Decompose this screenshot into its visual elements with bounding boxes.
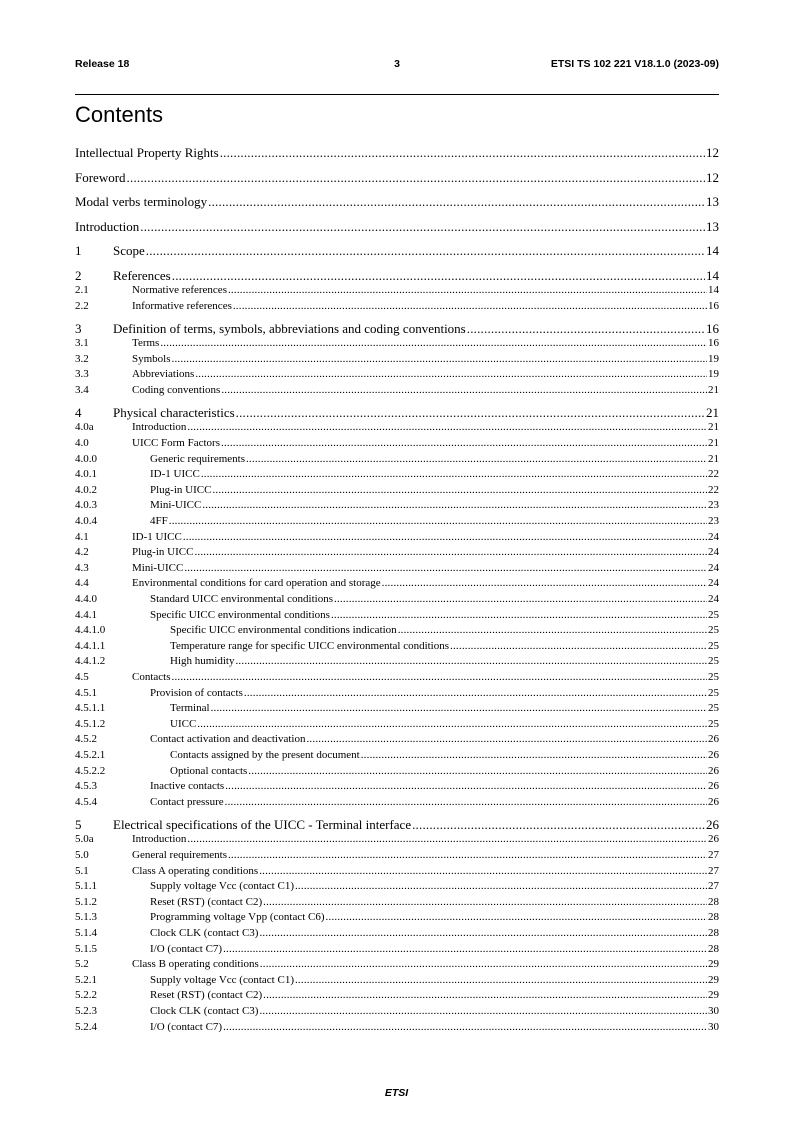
- toc-entry[interactable]: [75, 833, 719, 846]
- toc-entry-title: Contacts: [132, 671, 171, 683]
- toc-entry-number: 2.2: [75, 299, 89, 312]
- toc-entry-title: Class A operating conditions: [132, 864, 259, 877]
- toc-entry-page: 25: [708, 608, 719, 621]
- toc-entry-title: UICC: [170, 717, 197, 730]
- toc-entry-page: 13: [706, 218, 719, 234]
- toc-entry-title: Plug-in UICC: [132, 546, 194, 559]
- toc-entry[interactable]: [75, 145, 719, 161]
- toc-entry[interactable]: [75, 353, 719, 366]
- toc-entry-page: 16: [708, 299, 719, 312]
- toc-entry-number: 2: [75, 267, 82, 283]
- toc-entry-page: 13: [706, 194, 719, 209]
- toc-entry-page: 27: [708, 864, 719, 877]
- toc-entry[interactable]: [75, 702, 719, 715]
- toc-entry[interactable]: [75, 1005, 719, 1018]
- toc-entry-number: 4.5.1: [75, 686, 97, 699]
- toc-entry-title: Normative references: [132, 284, 227, 296]
- toc-entry-page: 28: [708, 942, 719, 955]
- toc-entry-page: 27: [708, 848, 719, 861]
- toc-leader-dots: [225, 780, 707, 792]
- toc-entry-page: 22: [708, 468, 719, 481]
- toc-entry[interactable]: [75, 368, 719, 381]
- toc-leader-dots: [259, 927, 707, 939]
- toc-entry-title: Supply voltage Vcc (contact C1): [150, 880, 294, 893]
- toc-leader-dots: [223, 943, 707, 955]
- toc-entry[interactable]: [75, 958, 719, 971]
- page-header: [75, 58, 719, 72]
- toc-entry-title: Mini-UICC: [132, 561, 184, 574]
- toc-entry-page: 30: [708, 1004, 719, 1017]
- toc-entry[interactable]: [75, 1021, 719, 1034]
- toc-entry[interactable]: [75, 405, 719, 421]
- toc-entry-title: Temperature range for specific UICC environmental conditions: [170, 639, 450, 652]
- toc-leader-dots: [187, 833, 707, 845]
- toc-leader-dots: [467, 321, 705, 337]
- toc-leader-dots: [223, 1021, 707, 1033]
- toc-entry[interactable]: [75, 170, 719, 186]
- toc-entry-number: 4.0.4: [75, 515, 97, 527]
- toc-entry-page: 24: [708, 593, 719, 605]
- toc-entry-page: 28: [708, 926, 719, 939]
- toc-leader-dots: [201, 468, 707, 480]
- toc-entry-page: 21: [708, 452, 719, 465]
- toc-leader-dots: [160, 337, 707, 349]
- toc-entry-page: 12: [706, 169, 719, 185]
- toc-entry[interactable]: [75, 896, 719, 909]
- toc-entry[interactable]: [75, 562, 719, 575]
- toc-entry-page: 28: [708, 911, 719, 924]
- toc-leader-dots: [259, 865, 707, 877]
- toc-entry-number: 4.5.3: [75, 780, 97, 793]
- toc-entry-title: I/O (contact C7): [150, 1020, 223, 1033]
- toc-leader-dots: [260, 958, 707, 970]
- toc-entry-page: 26: [708, 764, 719, 777]
- toc-entry-title: 4FF: [150, 515, 168, 527]
- toc-entry-title: Physical characteristics: [113, 404, 235, 420]
- toc-leader-dots: [295, 974, 707, 986]
- toc-entry-page: 16: [706, 320, 719, 336]
- page-title: Contents: [75, 102, 164, 127]
- toc-entry-page: 12: [706, 145, 719, 160]
- toc-entry[interactable]: [75, 321, 719, 337]
- toc-entry[interactable]: [75, 531, 719, 544]
- toc-entry[interactable]: [75, 880, 719, 893]
- toc-entry-title: Terminal: [170, 702, 210, 715]
- toc-entry-page: 19: [708, 352, 719, 365]
- page-number: 3: [394, 58, 400, 70]
- release-label: Release 18: [75, 58, 130, 70]
- toc-entry-page: 29: [708, 989, 719, 1002]
- toc-leader-dots: [233, 300, 707, 312]
- toc-leader-dots: [212, 484, 707, 496]
- toc-entry-title: Supply voltage Vcc (contact C1): [150, 973, 294, 986]
- toc-entry-page: 25: [708, 671, 719, 683]
- toc-leader-dots: [184, 562, 707, 574]
- toc-leader-dots: [197, 718, 707, 730]
- toc-entry[interactable]: [75, 437, 719, 450]
- toc-entry-number: 4.0.3: [75, 499, 97, 512]
- toc-entry-number: 4.0.0: [75, 452, 97, 465]
- toc-entry-title: Plug-in UICC: [150, 483, 212, 496]
- toc-entry-number: 4.5.2: [75, 733, 97, 746]
- toc-leader-dots: [306, 733, 707, 745]
- toc-entry-page: 29: [708, 973, 719, 986]
- toc-entry-page: 26: [708, 733, 719, 746]
- toc-entry[interactable]: [75, 337, 719, 350]
- toc-entry[interactable]: [75, 640, 719, 653]
- toc-leader-dots: [140, 219, 705, 235]
- toc-entry[interactable]: [75, 284, 719, 297]
- toc-entry-page: 22: [708, 483, 719, 496]
- toc-entry[interactable]: [75, 484, 719, 497]
- toc-entry[interactable]: [75, 655, 719, 668]
- toc-entry[interactable]: [75, 300, 719, 313]
- toc-entry-number: 5.1.1: [75, 880, 97, 893]
- toc-entry-page: 25: [708, 717, 719, 730]
- toc-entry-page: 26: [708, 749, 719, 761]
- toc-entry[interactable]: [75, 865, 719, 878]
- toc-leader-dots: [263, 896, 707, 908]
- toc-entry-title: Abbreviations: [132, 368, 195, 381]
- toc-entry-page: 14: [706, 243, 719, 258]
- toc-entry-page: 24: [708, 561, 719, 574]
- toc-leader-dots: [208, 194, 705, 210]
- toc-leader-dots: [202, 499, 707, 511]
- toc-leader-dots: [361, 749, 707, 761]
- toc-entry[interactable]: [75, 796, 719, 809]
- toc-entry-title: ID-1 UICC: [132, 530, 182, 543]
- toc-entry[interactable]: [75, 384, 719, 397]
- toc-entry-number: 5.0a: [75, 833, 94, 846]
- toc-entry-page: 21: [708, 437, 719, 449]
- toc-entry-title: Reset (RST) (contact C2): [150, 989, 263, 1002]
- toc-entry-title: I/O (contact C7): [150, 942, 223, 955]
- toc-entry-page: 14: [708, 284, 719, 296]
- toc-leader-dots: [248, 765, 707, 777]
- toc-entry-title: Generic requirements: [150, 452, 245, 465]
- toc-entry-number: 5.1.5: [75, 942, 97, 955]
- toc-leader-dots: [236, 405, 705, 421]
- toc-entry[interactable]: [75, 421, 719, 434]
- toc-entry-title: Standard UICC environmental conditions: [150, 593, 333, 605]
- toc-entry-title: Specific UICC environmental conditions indication: [170, 624, 397, 637]
- toc-leader-dots: [235, 655, 707, 667]
- toc-entry-number: 4.5: [75, 671, 89, 683]
- toc-leader-dots: [334, 593, 707, 605]
- toc-entry-number: 5.1.4: [75, 926, 97, 939]
- toc-leader-dots: [263, 989, 707, 1001]
- toc-entry[interactable]: [75, 468, 719, 481]
- toc-leader-dots: [172, 671, 708, 683]
- toc-entry[interactable]: [75, 849, 719, 862]
- toc-entry-number: 4.4.1.0: [75, 624, 106, 637]
- toc-entry-title: Clock CLK (contact C3): [150, 926, 259, 939]
- toc-entry[interactable]: [75, 609, 719, 622]
- toc-entry-title: Introduction: [132, 833, 187, 846]
- toc-entry-title: Clock CLK (contact C3): [150, 1004, 259, 1017]
- toc-leader-dots: [220, 145, 705, 161]
- toc-leader-dots: [259, 1005, 707, 1017]
- toc-leader-dots: [331, 609, 707, 621]
- toc-entry-number: 5.1.3: [75, 911, 97, 924]
- toc-entry-title: Symbols: [132, 352, 171, 365]
- toc-entry[interactable]: [75, 687, 719, 700]
- toc-leader-dots: [221, 437, 707, 449]
- toc-entry[interactable]: [75, 624, 719, 637]
- toc-leader-dots: [398, 624, 707, 636]
- toc-entry-title: Introduction: [132, 421, 187, 434]
- toc-entry-page: 27: [708, 880, 719, 893]
- toc-entry-number: 5.2.1: [75, 973, 97, 986]
- toc-entry-page: 24: [708, 546, 719, 559]
- toc-entry-page: 26: [708, 780, 719, 793]
- toc-entry[interactable]: [75, 989, 719, 1002]
- toc-entry[interactable]: [75, 911, 719, 924]
- toc-entry-number: 3.2: [75, 352, 89, 365]
- toc-entry-title: Class B operating conditions: [132, 958, 259, 971]
- toc-entry-title: Introduction: [75, 218, 140, 234]
- toc-entry-number: 4.4.0: [75, 593, 97, 605]
- toc-leader-dots: [172, 353, 707, 365]
- toc-entry-number: 3.3: [75, 368, 89, 381]
- header-divider: [75, 94, 719, 95]
- toc-leader-dots: [244, 687, 707, 699]
- toc-entry-number: 4: [75, 404, 82, 420]
- toc-entry-title: Contacts assigned by the present document: [170, 749, 360, 761]
- toc-entry[interactable]: [75, 515, 719, 528]
- toc-entry-number: 4.5.2.1: [75, 749, 106, 761]
- toc-entry-number: 4.0.2: [75, 483, 97, 496]
- toc-entry-number: 4.0: [75, 437, 89, 449]
- toc-entry-title: ID-1 UICC: [150, 468, 200, 481]
- toc-entry-page: 25: [708, 639, 719, 652]
- toc-entry-title: Terms: [132, 337, 160, 350]
- toc-entry-number: 5.2.3: [75, 1004, 97, 1017]
- toc-entry-number: 5.0: [75, 848, 89, 861]
- toc-entry-number: 4.5.1.1: [75, 702, 106, 715]
- toc-entry-title: Definition of terms, symbols, abbreviations and coding conventions: [113, 320, 466, 336]
- toc-entry-page: 26: [708, 833, 719, 846]
- toc-entry-page: 24: [708, 530, 719, 543]
- toc-entry-page: 21: [708, 421, 719, 434]
- toc-entry[interactable]: [75, 780, 719, 793]
- toc-entry-title: Inactive contacts: [150, 780, 225, 793]
- toc-leader-dots: [412, 817, 705, 833]
- toc-entry-title: Electrical specifications of the UICC - Terminal interface: [113, 816, 412, 832]
- toc-entry-page: 19: [708, 368, 719, 381]
- toc-entry[interactable]: [75, 546, 719, 559]
- toc-entry[interactable]: [75, 593, 719, 606]
- toc-entry[interactable]: [75, 974, 719, 987]
- toc-entry-number: 5.2: [75, 958, 89, 971]
- toc-entry-number: 4.4: [75, 577, 89, 590]
- toc-leader-dots: [183, 531, 707, 543]
- toc-entry-page: 25: [708, 655, 719, 668]
- toc-entry[interactable]: [75, 765, 719, 778]
- toc-entry[interactable]: [75, 927, 719, 940]
- toc-entry-number: 1: [75, 243, 82, 258]
- toc-entry-page: 25: [708, 702, 719, 715]
- toc-entry[interactable]: [75, 817, 719, 833]
- toc-entry-title: Reset (RST) (contact C2): [150, 895, 263, 908]
- toc-entry[interactable]: [75, 733, 719, 746]
- toc-entry-number: 4.0a: [75, 421, 94, 434]
- toc-entry-number: 4.0.1: [75, 468, 97, 481]
- toc-leader-dots: [246, 453, 707, 465]
- toc-entry[interactable]: [75, 219, 719, 235]
- toc-entry[interactable]: [75, 718, 719, 731]
- toc-entry-title: High humidity: [170, 655, 235, 668]
- toc-entry-title: Informative references: [132, 299, 232, 312]
- toc-entry-page: 23: [708, 499, 719, 512]
- toc-entry-title: Contact pressure: [150, 795, 224, 808]
- toc-entry-number: 5.2.2: [75, 989, 97, 1002]
- toc-entry-title: General requirements: [132, 848, 227, 861]
- toc-entry-page: 24: [708, 577, 719, 590]
- toc-entry-number: 5.1: [75, 864, 89, 877]
- toc-entry-number: 4.5.4: [75, 795, 97, 808]
- toc-leader-dots: [450, 640, 707, 652]
- toc-entry-title: Environmental conditions for card operation and storage: [132, 577, 381, 590]
- toc-leader-dots: [228, 284, 707, 296]
- toc-entry-number: 4.5.1.2: [75, 717, 106, 730]
- toc-entry-title: Modal verbs terminology: [75, 194, 208, 209]
- toc-entry-page: 25: [708, 686, 719, 699]
- toc-leader-dots: [194, 546, 707, 558]
- toc-entry-title: Programming voltage Vpp (contact C6): [150, 911, 325, 924]
- toc-entry-page: 26: [706, 816, 719, 832]
- toc-leader-dots: [326, 911, 707, 923]
- toc-entry-page: 26: [708, 795, 719, 808]
- toc-leader-dots: [228, 849, 707, 861]
- toc-entry[interactable]: [75, 499, 719, 512]
- toc-entry-page: 25: [708, 624, 719, 637]
- toc-entry-number: 3.4: [75, 383, 89, 396]
- toc-entry-title: Scope: [113, 243, 145, 258]
- toc-entry-page: 21: [708, 383, 719, 396]
- toc-entry[interactable]: [75, 749, 719, 762]
- toc-entry-title: UICC Form Factors: [132, 437, 220, 449]
- toc-entry[interactable]: [75, 577, 719, 590]
- toc-entry-title: Foreword: [75, 169, 126, 185]
- toc-entry[interactable]: [75, 453, 719, 466]
- toc-entry-page: 16: [708, 337, 719, 350]
- toc-entry[interactable]: [75, 268, 719, 284]
- toc-leader-dots: [146, 243, 705, 259]
- toc-leader-dots: [225, 796, 707, 808]
- toc-entry[interactable]: [75, 194, 719, 210]
- toc-entry-page: 21: [706, 404, 719, 420]
- toc-entry-title: Specific UICC environmental conditions: [150, 608, 330, 621]
- toc-entry[interactable]: [75, 243, 719, 259]
- toc-leader-dots: [382, 577, 707, 589]
- toc-entry-number: 4.4.1.1: [75, 639, 106, 652]
- toc-leader-dots: [127, 170, 705, 186]
- toc-leader-dots: [172, 268, 705, 284]
- toc-leader-dots: [211, 702, 707, 714]
- toc-leader-dots: [169, 515, 707, 527]
- toc-entry-title: Contact activation and deactivation: [150, 733, 306, 746]
- toc-entry-number: 4.4.1.2: [75, 655, 106, 668]
- toc-entry-page: 30: [708, 1020, 719, 1033]
- toc-entry-title: Provision of contacts: [150, 686, 243, 699]
- toc-entry[interactable]: [75, 943, 719, 956]
- toc-entry-title: References: [113, 267, 171, 283]
- toc-entry-number: 4.2: [75, 546, 89, 559]
- toc-entry-number: 2.1: [75, 284, 89, 296]
- toc-leader-dots: [221, 384, 707, 396]
- toc-entry-page: 29: [708, 958, 719, 971]
- toc-entry-number: 4.4.1: [75, 608, 97, 621]
- toc-entry-number: 3: [75, 320, 82, 336]
- toc-entry-number: 3.1: [75, 337, 89, 350]
- toc-entry-page: 14: [706, 267, 719, 283]
- toc-entry-number: 5: [75, 816, 82, 832]
- toc-entry-title: Optional contacts: [170, 764, 248, 777]
- toc-leader-dots: [195, 368, 707, 380]
- toc-entry-number: 4.3: [75, 561, 89, 574]
- toc-entry-number: 4.5.2.2: [75, 764, 106, 777]
- document-id: ETSI TS 102 221 V18.1.0 (2023-09): [550, 58, 719, 70]
- toc-entry[interactable]: [75, 671, 719, 684]
- toc-entry-number: 5.2.4: [75, 1020, 97, 1033]
- toc-entry-page: 28: [708, 895, 719, 908]
- page-footer: ETSI: [384, 1087, 409, 1099]
- toc-entry-number: 4.1: [75, 530, 89, 543]
- toc-leader-dots: [295, 880, 707, 892]
- toc-entry-title: Intellectual Property Rights: [75, 145, 219, 160]
- toc-leader-dots: [187, 421, 707, 433]
- toc-entry-title: Mini-UICC: [150, 499, 202, 512]
- toc-entry-number: 5.1.2: [75, 895, 97, 908]
- toc-entry-page: 23: [708, 515, 719, 527]
- toc-entry-title: Coding conventions: [132, 383, 221, 396]
